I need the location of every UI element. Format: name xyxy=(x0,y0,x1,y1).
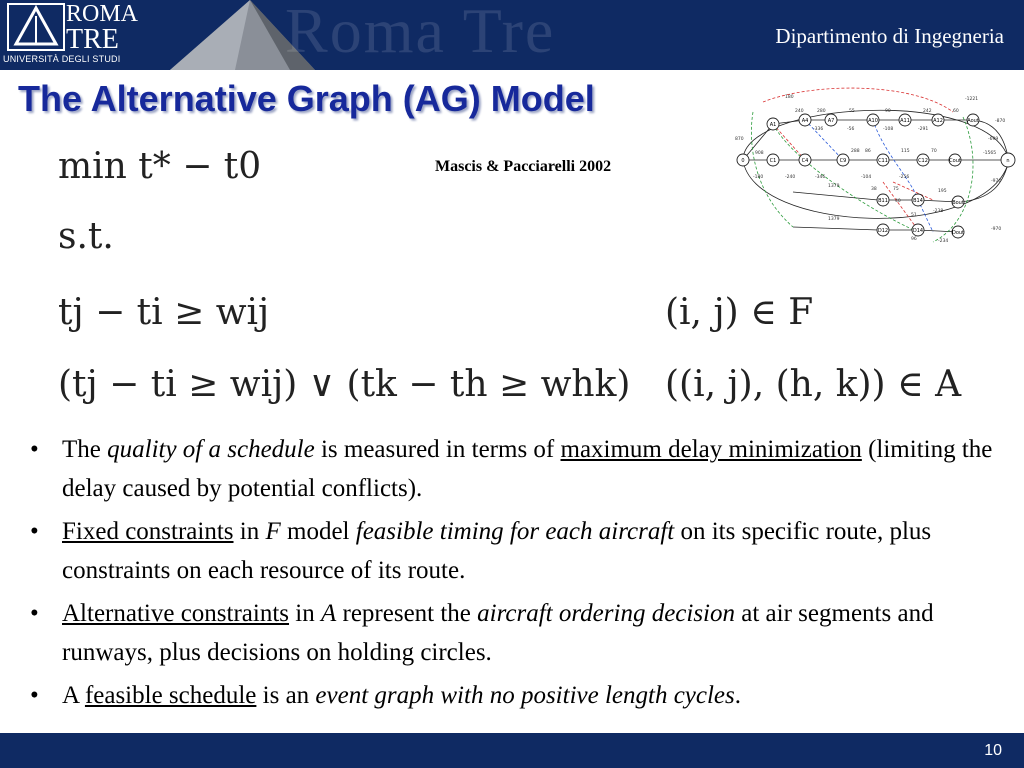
emphasis-text: F xyxy=(265,518,281,545)
graph-arc-label: 75 xyxy=(893,187,899,192)
graph-node-label: C1 xyxy=(769,157,777,164)
graph-arc-label: 288 xyxy=(851,149,860,154)
graph-arc-label: -256 xyxy=(899,175,910,180)
alternative-set-formula: ((i, j), (h, k)) ∈ A xyxy=(665,364,962,405)
slide-title: The Alternative Graph (AG) Model xyxy=(18,78,595,119)
graph-arc-label: -234 xyxy=(938,239,949,244)
graph-arc-label: 86 xyxy=(865,149,871,154)
graph-node-label: C11 xyxy=(878,157,888,164)
graph-arc-label: -1565 xyxy=(983,151,997,156)
graph-node-label: Dout xyxy=(951,229,965,236)
graph-arc-label: 96 xyxy=(911,237,917,242)
header-bar xyxy=(0,0,1024,70)
graph-arc-label: 280 xyxy=(817,109,826,114)
graph-arc-label: 1379 xyxy=(828,217,840,222)
emphasis-text: quality of a schedule xyxy=(107,436,315,463)
citation: Mascis & Pacciarelli 2002 xyxy=(435,158,612,175)
underlined-term: feasible schedule xyxy=(84,682,257,709)
graph-node-label: D12 xyxy=(877,227,889,234)
emphasis-text: event graph with no positive length cycles xyxy=(315,682,735,709)
graph-arc-label: -336 xyxy=(813,127,824,132)
graph-arc-label: 240 xyxy=(795,109,804,114)
bullet-item: • Alternative constraints in A represent the aircraft ordering decision at air segments and runways, plus decisions on holding circles. xyxy=(30,600,934,666)
bullet-item: • A feasible schedule is an event graph with no positive length cycles. xyxy=(30,682,742,709)
underlined-term: Alternative constraints xyxy=(62,600,290,627)
bullet-list xyxy=(22,430,1002,719)
logo-roma-text: ROMA xyxy=(66,1,139,27)
header-watermark: Roma Tre xyxy=(285,0,556,66)
graph-arc-label: 1379 xyxy=(828,184,840,189)
graph-node-label: B11 xyxy=(878,197,888,204)
graph-node-label: C9 xyxy=(839,157,847,164)
graph-arc-label: 38 xyxy=(871,187,877,192)
graph-arc-label: -970 xyxy=(991,179,1002,184)
graph-node-label: C4 xyxy=(801,157,809,164)
bullet-item: • Fixed constraints in F model feasible timing for each aircraft on its specific route, plus constraints on each resource of its route. xyxy=(30,518,932,584)
underlined-term: Fixed constraints xyxy=(62,518,234,545)
underlined-term: maximum delay minimization xyxy=(560,436,862,463)
emphasis-text: A xyxy=(320,600,337,627)
graph-arc-label: -970 xyxy=(991,227,1002,232)
graph-arc-label: -56 xyxy=(847,127,855,132)
graph-arc-label: 180 xyxy=(785,95,794,100)
graph-arc-label: 40 xyxy=(895,199,901,204)
alternative-graph-diagram xyxy=(733,82,1018,252)
graph-arc-label: -108 xyxy=(883,127,894,132)
graph-arc-label: 60 xyxy=(953,109,959,114)
footer-bar xyxy=(0,733,1024,768)
graph-node-label: A10 xyxy=(868,117,878,124)
graph-node-label: A11 xyxy=(900,117,910,124)
graph-arc-label: -238 xyxy=(933,209,944,214)
graph-node-label: D14 xyxy=(912,227,924,234)
graph-node-label: Bout xyxy=(952,199,964,206)
graph-arc-label: -699 xyxy=(988,137,999,142)
bullet-item: • The quality of a schedule is measured in terms of maximum delay minimization (limiting the delay caused by potential conflicts). xyxy=(30,436,993,502)
fixed-constraint-formula: tj − ti ≥ wij xyxy=(58,292,270,333)
fixed-set-formula: (i, j) ∈ F xyxy=(665,292,814,333)
graph-node-label: A4 xyxy=(801,117,809,124)
graph-arc-label: -104 xyxy=(861,175,872,180)
graph-arc-label: 115 xyxy=(901,149,910,154)
graph-arc-label: 870 xyxy=(735,137,744,142)
department-name: Dipartimento di Ingegneria xyxy=(775,24,1004,48)
logo-emblem-icon xyxy=(2,0,68,54)
graph-node-label: C12 xyxy=(918,157,928,164)
logo-tre-text: TRE xyxy=(66,24,119,55)
graph-arc-label: 908 xyxy=(755,151,764,156)
graph-arc-label: -1221 xyxy=(965,97,979,102)
graph-node-label: A1 xyxy=(769,121,777,128)
graph-arc-label: -870 xyxy=(995,119,1006,124)
graph-arc-label: -291 xyxy=(918,127,929,132)
graph-arc-label: 195 xyxy=(938,189,947,194)
logo-university-text: UNIVERSITÀ DEGLI STUDI xyxy=(3,54,121,64)
graph-arc-label: -180 xyxy=(753,175,764,180)
graph-node-label: A12 xyxy=(933,117,943,124)
graph-arc-label: 90 xyxy=(885,109,891,114)
subject-to-label: s.t. xyxy=(58,216,114,257)
graph-arc-label: -240 xyxy=(785,175,796,180)
graph-arc-label: 242 xyxy=(923,109,932,114)
graph-arc-label: 70 xyxy=(931,149,937,154)
objective-formula: min t* − t0 xyxy=(58,146,262,187)
graph-node-label: n xyxy=(1006,157,1010,164)
page-number: 10 xyxy=(984,742,1002,759)
emphasis-text: aircraft ordering decision xyxy=(477,600,736,627)
alternative-constraint-formula: (tj − ti ≥ wij) ∨ (tk − th ≥ whk) xyxy=(58,364,631,405)
university-logo xyxy=(0,0,140,70)
graph-node-label: B14 xyxy=(913,197,923,204)
graph-arc-label: -346 xyxy=(815,175,826,180)
graph-arc-label: 51 xyxy=(911,213,917,218)
graph-arc-label: 55 xyxy=(849,109,855,114)
emphasis-text: feasible timing for each aircraft xyxy=(355,518,675,545)
graph-node-label: 0 xyxy=(741,157,745,164)
graph-node-label: Cout xyxy=(949,157,961,164)
graph-node-label: Aout xyxy=(967,117,979,124)
graph-node-label: A7 xyxy=(827,117,835,124)
